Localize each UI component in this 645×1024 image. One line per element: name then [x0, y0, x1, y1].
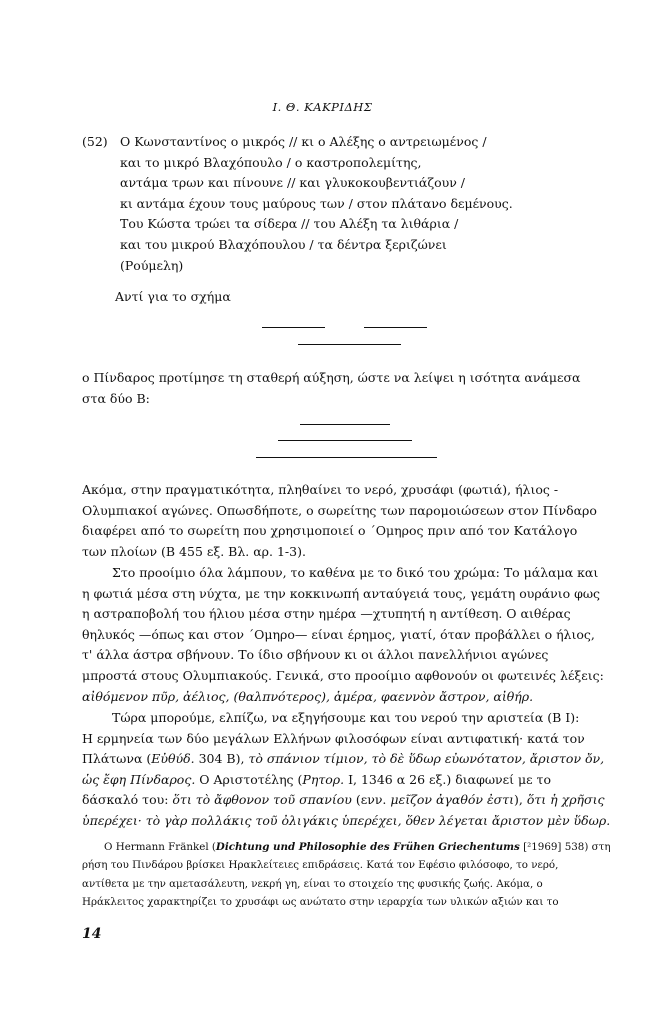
text-line: Η ερμηνεία των δύο μεγάλων Ελλήνων φιλοσόφων είναι αντιφατική· κατά τον: [82, 730, 585, 746]
footnote: [82, 838, 611, 912]
text-span: Ο Hermann Fränkel (: [104, 841, 216, 853]
text-span: [²1969] 538) στη: [519, 841, 611, 853]
text-line: [82, 790, 605, 811]
footnote-line: [82, 838, 611, 856]
greek-quote: ὅτι ἡ χρῆσις: [526, 792, 605, 808]
schema-intro: Αντί για το σχήμα: [115, 289, 231, 304]
schema-rule: [278, 440, 412, 441]
greek-quote-line: ὑπερέχει· τὸ γὰρ πολλάκις τοῦ ὀλιγάκις ὑπερέχει, ὅθεν λέγεται ἄριστον μὲν ὕδωρ.: [82, 812, 611, 828]
greek-quote: ὅτι τὸ ἄφθονον τοῦ σπανίου: [172, 792, 352, 808]
text-span: δάσκαλό του:: [82, 792, 173, 808]
text-line: [82, 770, 570, 791]
schema-rule: [256, 457, 437, 458]
poem-line: Ο Κωνσταντίνος ο μικρός // κι ο Αλέξης ο αντρειωμένος /: [120, 134, 487, 149]
schema-rule: [298, 344, 401, 345]
text-line: ο Πίνδαρος προτίμησε τη σταθερή αύξηση, ώστε να λείψει η ισότητα ανάμεσα: [82, 370, 581, 385]
poem-line: Του Κώστα τρώει τα σίδερα // του Αλέξη τα λιθάρια /: [120, 216, 459, 232]
text-span: Ι, 1346 α 26 εξ.) διαφωνεί με το: [344, 771, 551, 787]
poem-lines: [120, 132, 590, 276]
poem-line: αντάμα τρων και πίνουνε // και γλυκοκουβεντιάζουν /: [120, 175, 466, 191]
poem-number: (52): [82, 134, 108, 149]
schema-rule: [300, 424, 390, 425]
greek-quote: μεῖζον ἀγαθόν ἐστι: [390, 792, 515, 808]
text-line: Τώρα μπορούμε, ελπίζω, να εξηγήσουμε και του νερού την αριστεία (Β Ι):: [112, 710, 580, 725]
poem-line: (Ρούμελη): [120, 257, 184, 273]
text-line: μπροστά στους Ολυμπιακούς. Γενικά, στο προοίμιο αφθονούν οι φωτεινές λέξεις:: [82, 667, 604, 683]
poem-line: και το μικρό Βλαχόπουλο / ο καστροπολεμίτης,: [120, 154, 422, 170]
text-line: Ολυμπιακοί αγώνες. Οπωσδήποτε, ο σωρείτης των παρομοιώσεων στον Πίνδαρο: [82, 502, 597, 518]
schema-rule: [262, 327, 325, 328]
paragraph-prooimio: [82, 563, 604, 707]
footnote-line: αντίθετα με την αμετασάλευτη, νεκρή γη, είναι το στοιχείο της φυσικής ζωής. Ακόμα, ο: [82, 877, 543, 890]
page-number: 14: [82, 926, 102, 942]
text-span: Ο Αριστοτέλης (: [195, 771, 303, 787]
poem-line: και του μικρού Βλαχόπουλου / τα δέντρα ξεριζώνει: [120, 236, 447, 252]
greek-quote-line: αἰθόμενον πῦρ, ἀέλιος, (θαλπνότερος), ἁμέρα, φαεννὸν ἄστρον, αἰθήρ.: [82, 688, 534, 704]
text-line: τ' άλλα άστρα σβήνουν. Το ίδιο σβήνουν κι οι άλλοι πανελλήνιοι αγώνες: [82, 647, 549, 663]
greek-quote: τὸ σπάνιον τίμιον, τὸ δὲ ὕδωρ εὐωνότατον, ἄριστον ὄν,: [248, 751, 605, 767]
running-head: Ι. Θ. ΚΑΚΡΙΔΗΣ: [272, 100, 373, 114]
paragraph-pindar: [82, 368, 581, 409]
text-line: στα δύο Β:: [82, 390, 150, 406]
schema-rule: [364, 327, 427, 328]
text-span: ),: [514, 792, 527, 808]
greek-quote: ὡς ἔφη Πίνδαρος.: [82, 771, 196, 787]
text-line: η αστραποβολή του ήλιου μέσα στην ημέρα —χτυπητή η αντίθεση. Ο αιθέρας: [82, 606, 571, 622]
text-line: των πλοίων (Β 455 εξ. Βλ. αρ. 1-3).: [82, 543, 306, 559]
paragraph-akoma: [82, 480, 597, 562]
poem-line: κι αντάμα έχουν τους μαύρους των / στον πλάτανο δεμένους.: [120, 195, 513, 211]
book-title: Dichtung und Philosophie des Frühen Griechentums: [215, 841, 520, 853]
text-line: θηλυκός —όπως και στον ΄Ομηρο— είναι έρημος, γιατί, όταν προβάλλει ο ήλιος,: [82, 626, 595, 642]
footnote-line: ρήση του Πινδάρου βρίσκει Ηρακλείτειες επιδράσεις. Κατά τον Εφέσιο φιλόσοφο, το νερό,: [82, 859, 559, 872]
footnote-line: Ηράκλειτος χαρακτηρίζει το χρυσάφι ως ανώτατο στην ιεραρχία των υλικών αξιών και το: [82, 896, 559, 909]
text-line: η φωτιά μέσα στη νύχτα, με την κοκκινωπή ανταύγειά τους, γεμάτη ουράνιο φως: [82, 585, 601, 601]
text-line: Στο προοίμιο όλα λάμπουν, το καθένα με το δικό του χρώμα: Το μάλαμα και: [112, 565, 599, 580]
citation: Εὐθύδ.: [151, 751, 195, 767]
text-span: Πλάτωνα (: [82, 751, 152, 767]
text-line: Ακόμα, στην πραγματικότητα, πληθαίνει το νερό, χρυσάφι (φωτιά), ήλιος -: [82, 482, 559, 497]
text-span: 304 Β),: [194, 751, 249, 767]
text-span: (ενν.: [351, 792, 391, 808]
text-line: διαφέρει από το σωρείτη που χρησιμοποιεί ο ΄Ομηρος πριν από τον Κατάλογο: [82, 523, 578, 539]
citation: Ρητορ.: [302, 771, 345, 787]
text-line: [82, 749, 605, 770]
paragraph-tora: [82, 708, 611, 832]
